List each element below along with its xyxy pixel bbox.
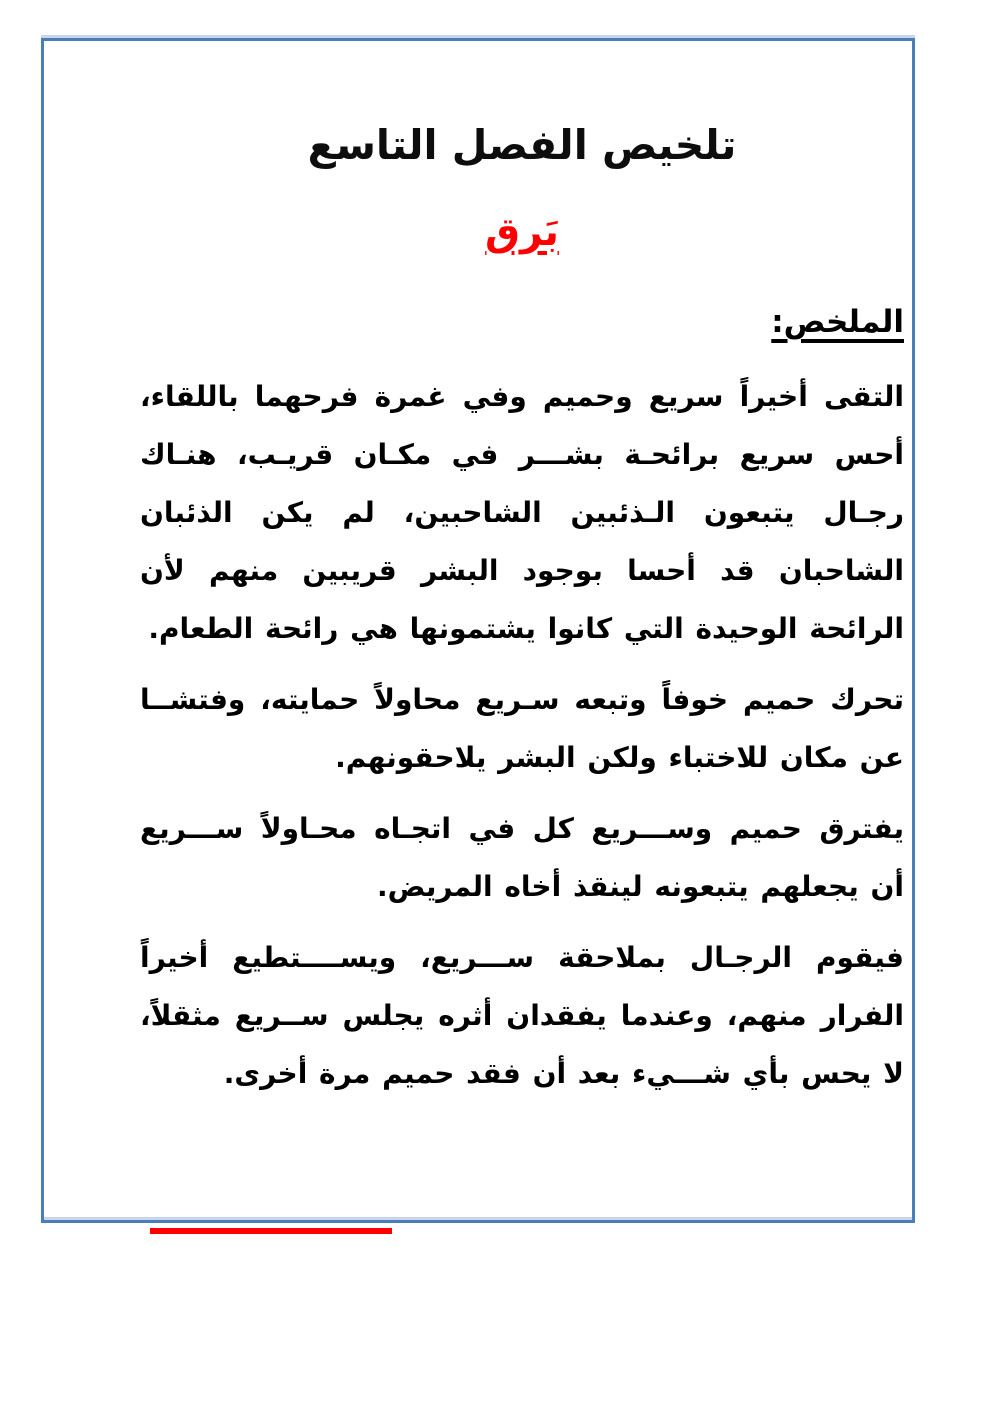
story-title: بَرق — [485, 210, 559, 255]
summary-paragraph-1: التقى أخيراً سريع وحميم وفي غمرة فرحهما باللقاء، أحس سريع برائحـة بشـــر في مكـان قريـب، هنـاك رجـال يتبعون الـذئبين الشاحبين، لم يكن الذئبان الشاحبان قد أحسا بوجود البشر قريبين منهم لأن الرائحة الوحيدة التي كانوا يشتمونها هي رائحة الطعام. — [140, 380, 904, 645]
page-border — [41, 38, 915, 1223]
summary-paragraph-3: يفترق حميم وســـريع كل في اتجـاه محـاولاً ســـريع أن يجعلهم يتبعونه لينقذ أخاه المريض. — [140, 812, 904, 903]
red-horizontal-rule — [150, 1228, 392, 1234]
summary-paragraph-4: فيقوم الرجـال بملاحقة ســـريع، ويســــتطيع أخيراً الفرار منهم، وعندما يفقدان أثره يجلس ســريع مثقلاً، لا يحس بأي شـــيء بعد أن فقد حميم مرة أخرى. — [140, 941, 904, 1090]
page-content — [44, 41, 912, 1103]
summary-paragraph-2: تحرك حميم خوفاً وتبعه سـريع محاولاً حمايته، وفتشــا عن مكان للاختباء ولكن البشر يلاحقونهم. — [140, 683, 904, 774]
summary-heading: الملخص: — [771, 304, 904, 340]
summary-body — [140, 368, 904, 1103]
chapter-title: تلخيص الفصل التاسع — [307, 121, 737, 169]
